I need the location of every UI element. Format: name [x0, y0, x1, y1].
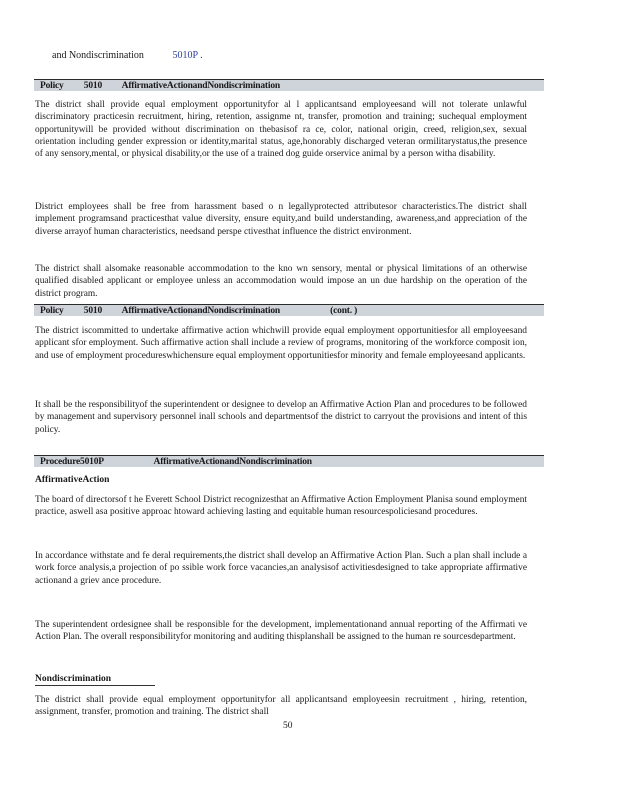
policy-label: Policy — [40, 81, 64, 91]
header-text: and Nondiscrimination — [52, 50, 144, 61]
policy-title: AffirmativeActionandNondiscrimination — [121, 306, 280, 316]
paragraph-accordance: In accordance withstate and fe deral requirements,the district shall develop an Affirmative Action Plan. Such a plan shall include a work force analysis,a projection of po ssible work force vacancies,an analysisof activitiesdesigned to take appropriate affirmative actionand a griev ance procedure. — [35, 551, 527, 586]
policy-code: 5010P . — [172, 50, 203, 61]
paragraph-board: The board of directorsof t he Everett School District recognizesthat an Affirmative Action Employment Planisa sound employment practice, aswell asa positive approac htoward achieving lasting and equitable human resourcespoliciesand procedures. — [35, 495, 527, 518]
paragraph-equal-opportunity: The district shall provide equal employment opportunityfor al l applicantsand employeesand will not tolerate unlawful discriminatory practicesin recruitment, hiring, retention, assignme nt, transfer, promotion and training; suchequal employment opportunitywill be provided without discrimination on thebasisof ra ce, color, national origin, creed, religion,sex, sexual orientation including gender expression or identity,marital status, age,honorably discharged veteran ormilitarystatus,the presence of any sensory,mental, or physical disability,or the use of a trained dog guide orservice animal by a person witha disability. — [35, 100, 527, 160]
policy-number: 5010 — [83, 81, 102, 91]
paragraph-nondiscrimination: The district shall provide equal employment opportunityfor all applicantsand employeesin recruitment , hiring, retention, assignment, transfer, promotion and training. The district shall — [35, 695, 527, 718]
paragraph-superintendent: The superintendent ordesignee shall be responsible for the development, implementationand annual reporting of the Affirmati ve Action Plan. The overall responsibilityfor monitoring and auditing thisplanshall be assigned to the human re sourcesdepartment. — [35, 620, 527, 643]
paragraph-responsibility: It shall be the responsibilityof the superintendent or designee to develop an Affirmative Action Plan and procedures to be followed by management and supervisory personnel inall schools and departmentsof the district to carryout the provisions and intent of this policy. — [35, 400, 527, 435]
paragraph-harassment: District employees shall be free from harassment based o n legallyprotected attributesor characteristics.The district shall implement programsand practicesthat value diversity, ensure equity,and build understanding, awareness,and appreciation of the diverse arrayof human characteristics, needsand perspe ctivesthat influence the district environment. — [35, 202, 527, 237]
policy-header-bar-cont — [34, 304, 544, 316]
header-line — [52, 50, 203, 61]
procedure-title: AffirmativeActionandNondiscrimination — [153, 457, 312, 467]
paragraph-commitment: The district iscommitted to undertake affirmative action whichwill provide equal employment opportunitiesfor all employeesand applicant sfor employment. Such affirmative action shall include a review of programs, monitoring of the workforce composit ion, and use of employment procedureswhichensure equal employment opportunitiesfor minority and female employeesand applicants. — [35, 326, 527, 361]
policy-header-bar — [34, 79, 544, 91]
page-number: 50 — [283, 721, 293, 731]
policy-label: Policy — [40, 306, 64, 316]
policy-title: AffirmativeActionandNondiscrimination — [121, 81, 280, 91]
procedure-label: Procedure5010P — [40, 457, 104, 467]
procedure-header-bar — [34, 455, 544, 467]
continued-label: (cont. ) — [330, 306, 358, 316]
paragraph-accommodation: The district shall alsomake reasonable accommodation to the kno wn sensory, mental or physical limitations of an otherwise qualified disabled applicant or employee unless an accommodation would impose an un due hardship on the operation of the district program. — [35, 264, 527, 299]
subheading-nondiscrimination: Nondiscrimination — [35, 674, 155, 686]
policy-number: 5010 — [83, 306, 102, 316]
subheading-affirmative-action: AffirmativeAction — [35, 475, 110, 485]
